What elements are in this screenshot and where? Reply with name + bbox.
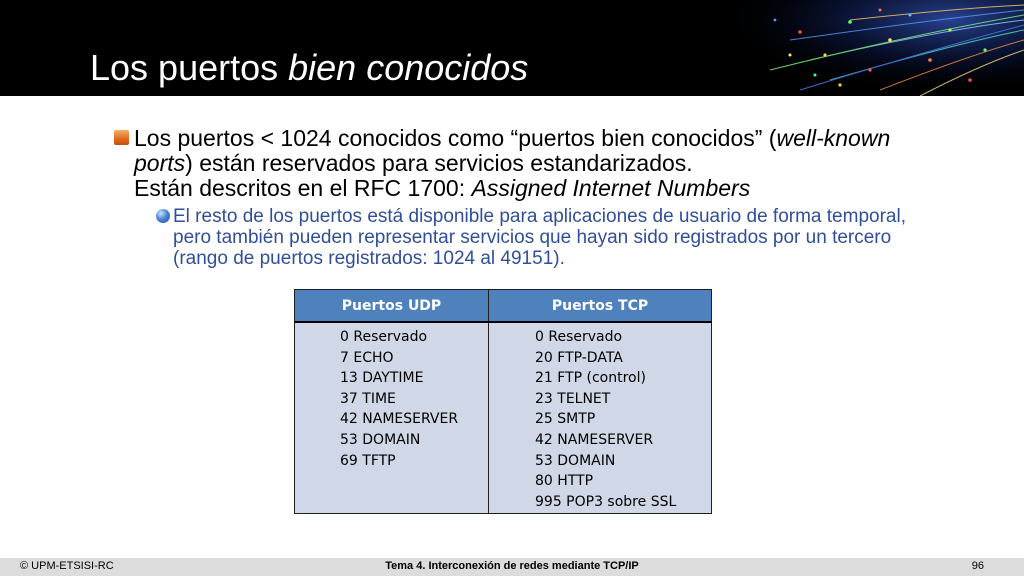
list-item: 20 FTP-DATA [535,349,623,366]
bullet-well-known-ports: Los puertos < 1024 conocidos como “puertos bien conocidos” (well-known ports) están reservados para servicios estandarizados. Están descritos en el RFC 1700: Assigned Internet Numbers [134,125,891,201]
list-item: 53 DOMAIN [535,452,616,469]
slide-header [0,0,1024,96]
fiber-optics-image [730,0,1024,96]
udp-port-list [295,322,489,514]
footer-copyright: © UPM-ETSISI-RC [20,560,114,572]
list-item: 80 HTTP [535,473,594,490]
slide-footer [0,558,1024,576]
list-item: 69 TFTP [340,452,396,469]
list-item: 42 NAMESERVER [535,431,654,448]
tcp-port-list [489,322,712,514]
list-item: 25 SMTP [535,411,596,428]
list-item: 21 FTP (control) [535,370,646,387]
header-tcp: Puertos TCP [489,290,712,323]
title-italic: bien conocidos [288,47,529,88]
list-item: 995 POP3 sobre SSL [535,493,677,510]
blue-circle-bullet-icon [156,209,170,223]
header-udp: Puertos UDP [295,290,489,323]
ports-table [294,289,712,514]
list-item: 13 DAYTIME [340,370,424,387]
table-row [295,322,712,514]
list-item: 37 TIME [340,390,396,407]
list-item: 0 Reservado [535,329,623,345]
page-number: 96 [971,560,984,572]
bullet-registered-ports: El resto de los puertos está disponible para aplicaciones de usuario de forma temporal, pero también pueden representar servicios que hayan sido registrados por un tercero (rango de puertos registrados: 1024 al 49151). [173,206,906,269]
orange-square-bullet-icon [114,130,129,145]
list-item: 7 ECHO [340,349,394,366]
list-item: 42 NAMESERVER [340,411,459,428]
footer-topic: Tema 4. Interconexión de redes mediante TCP/IP [385,560,639,572]
title-plain: Los puertos [90,47,289,88]
table-header-row [295,290,712,323]
list-item: 53 DOMAIN [340,431,421,448]
list-item: 23 TELNET [535,390,611,407]
list-item: 0 Reservado [340,329,428,345]
slide-title [90,46,528,90]
